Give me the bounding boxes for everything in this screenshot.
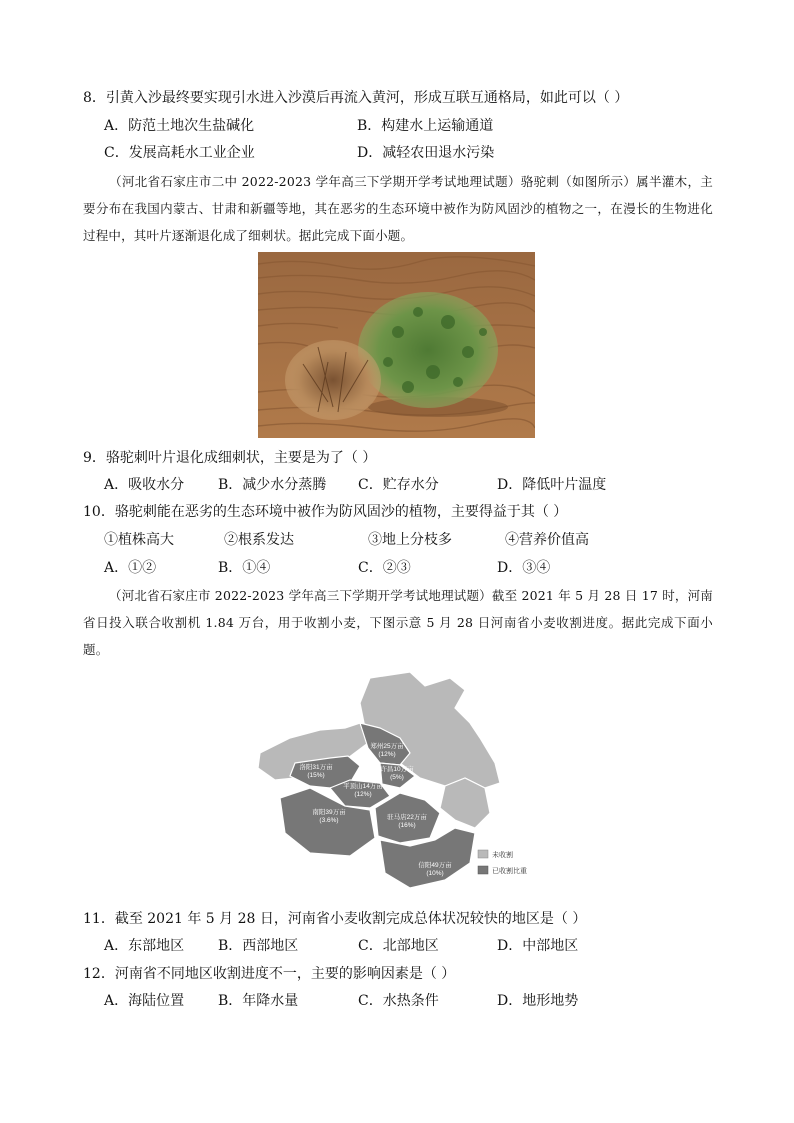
legend-label-harvested: 已收割比重 — [492, 868, 527, 875]
q9-option-a: A．吸收水分 — [104, 477, 185, 493]
context-wheat-harvest-text: （河北省石家庄市 2022-2023 学年高三下学期开学考试地理试题）截至 2021 年 5 月 28 日 17 时，河南省日投入联合收割机 1.84 万台，用于收割小麦，下图示意 5 月 28 日河南省小麦收割进度。据此完成下面小题。 — [83, 588, 713, 657]
label-xuchang: 许昌10万亩 — [380, 766, 414, 773]
label-zhumadian: 驻马店22万亩 — [387, 814, 427, 821]
q11-option-d: D．中部地区 — [497, 938, 579, 954]
q10-option-a: A．①② — [104, 560, 157, 576]
context-wheat-harvest — [83, 582, 713, 663]
q10-option-c: C．②③ — [358, 560, 411, 576]
q11-stem: 11．截至 2021 年 5 月 28 日，河南省小麦收割完成总体状况较快的地区是（ ） — [83, 911, 587, 927]
label-zhumadian-pct: (16%) — [398, 822, 416, 829]
label-zhengzhou-pct: (12%) — [378, 751, 396, 758]
label-nanyang-pct: (3.6%) — [319, 817, 339, 824]
label-zhengzhou: 郑州25万亩 — [370, 743, 404, 750]
q12-option-b: B．年降水量 — [218, 993, 299, 1009]
label-xinyang: 信阳49万亩 — [418, 862, 452, 869]
q9-option-b: B．减少水分蒸腾 — [218, 477, 327, 493]
q12-option-c: C．水热条件 — [358, 993, 439, 1009]
q9-option-c: C．贮存水分 — [358, 477, 439, 493]
q10-statement-3: ③地上分枝多 — [368, 532, 452, 548]
q8-option-b: B．构建水上运输通道 — [357, 118, 494, 134]
q11-option-c: C．北部地区 — [358, 938, 439, 954]
q9-stem: 9．骆驼刺叶片退化成细刺状，主要是为了（ ） — [83, 450, 377, 466]
label-luoyang-pct: (15%) — [307, 772, 325, 779]
label-xuchang-pct: (5%) — [390, 774, 404, 781]
label-luoyang: 洛阳31万亩 — [299, 764, 333, 771]
q11-option-b: B．西部地区 — [218, 938, 299, 954]
legend-swatch-harvested — [478, 866, 488, 874]
q8-option-d: D．减轻农田退水污染 — [357, 145, 495, 161]
henan-harvest-map — [250, 668, 550, 900]
label-pingdingshan-pct: (12%) — [354, 791, 372, 798]
q12-stem: 12．河南省不同地区收割进度不一，主要的影响因素是（ ） — [83, 966, 456, 982]
label-pingdingshan: 平顶山14万亩 — [343, 783, 383, 790]
q10-stem: 10．骆驼刺能在恶劣的生态环境中被作为防风固沙的植物，主要得益于其（ ） — [83, 504, 568, 520]
q8-option-c: C．发展高耗水工业企业 — [104, 145, 255, 161]
q11-option-a: A．东部地区 — [104, 938, 185, 954]
context-camel-thorn — [83, 168, 713, 249]
legend-swatch-unharvested — [478, 850, 488, 858]
label-nanyang: 南阳39万亩 — [312, 809, 346, 816]
q12-option-d: D．地形地势 — [497, 993, 579, 1009]
label-xinyang-pct: (10%) — [426, 870, 444, 877]
context-camel-thorn-text: （河北省石家庄市二中 2022-2023 学年高三下学期开学考试地理试题）骆驼刺（如图所示）属半灌木，主要分布在我国内蒙古、甘肃和新疆等地，其在恶劣的生态环境中被作为防风固沙的植物之一，在漫长的生物进化过程中，其叶片逐渐退化成了细刺状。据此完成下面小题。 — [83, 174, 713, 243]
q10-option-d: D．③④ — [497, 560, 551, 576]
q10-option-b: B．①④ — [218, 560, 271, 576]
q8-stem: 8．引黄入沙最终要实现引水进入沙漠后再流入黄河，形成互联互通格局，如此可以（ ） — [83, 90, 629, 106]
q10-statement-4: ④营养价值高 — [505, 532, 589, 548]
q8-option-a: A．防范土地次生盐碱化 — [104, 118, 255, 134]
q9-option-d: D．降低叶片温度 — [497, 477, 607, 493]
q10-statement-1: ①植株高大 — [104, 532, 174, 548]
camel-thorn-photo — [258, 252, 535, 438]
q10-statement-2: ②根系发达 — [224, 532, 294, 548]
q12-option-a: A．海陆位置 — [104, 993, 185, 1009]
legend-label-unharvested: 未收割 — [492, 852, 513, 859]
